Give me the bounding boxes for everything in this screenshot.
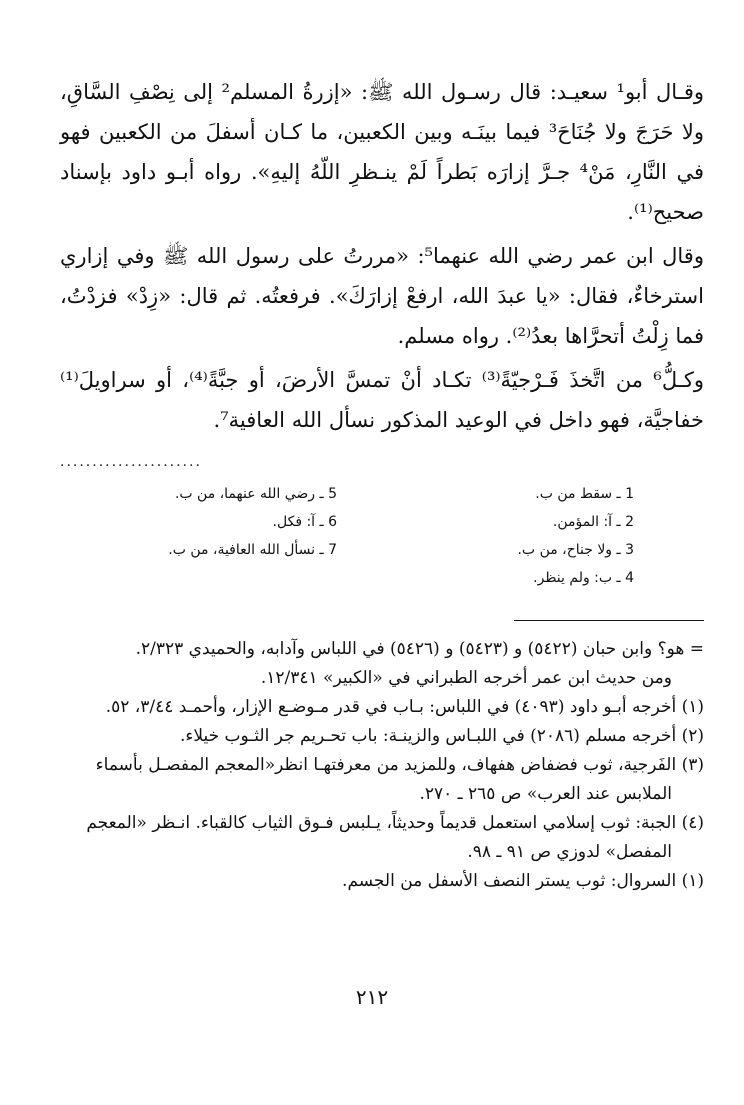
variant-note: 6 ـ آ: فكل. — [272, 514, 337, 530]
page-body — [60, 72, 704, 896]
variant-note: 1 ـ سقط من ب. — [535, 486, 634, 502]
footnote-1: (١) أخرجه أبـو داود (٤٠٩٣) في اللباس: بـاب في قدر مـوضـع الإزار، وأحمـد ٣/٤٤، ٥٢. — [105, 697, 704, 717]
footnote-text: ومن حديث ابن عمر أخرجه الطبراني في «الكبير» ١٢/٣٤١. — [260, 668, 672, 688]
footnote-continuation: = هو؟ وابن حبان (٥٤٢٢) و (٥٤٢٣) و (٥٤٢٦) في اللباس وآدابه، والحميدي ٢/٣٢٣. — [135, 639, 704, 659]
variant-note: 7 ـ نسأل الله العافية، من ب. — [168, 542, 337, 558]
variant-note: 2 ـ آ: المؤمن. — [552, 514, 634, 530]
variant-note: 4 ـ ب: ولم ينظر. — [533, 570, 634, 586]
page-number: ٢١٢ — [355, 985, 389, 1009]
footnotes — [60, 635, 704, 896]
main-paragraph-3: وكـلُّ⁶ من اتَّخذَ فَـرْجيّةً⁽³⁾ تكـاد أنْ تمسَّ الأرضَ، أو جبَّةً⁽⁴⁾، أو سراويلَ⁽¹⁾ خفاجيَّة، فهو داخل في الوعيد المذكور نسأل الله العافية⁷. — [60, 368, 705, 432]
variant-notes — [60, 480, 704, 592]
footnote-2: (٢) أخرجه مسلم (٢٠٨٦) في اللبـاس والزينـة: باب تحـريم جر الثـوب خيلاء. — [179, 726, 704, 746]
main-paragraph-2: وقال ابن عمر رضي الله عنهما⁵: «مررتُ على رسول الله ﷺ وفي إزاري استرخاءٌ، فقال: «يا عبدَ الله، ارفعْ إزارَكَ». فرفعتُه. ثم قال: «زِدْ» فزدْتُ، فما زِلْتُ أتحرَّاها بعدُ⁽²⁾. رواه مسلم. — [60, 244, 704, 348]
footnote-divider — [514, 620, 704, 621]
footnote-5: (١) السروال: ثوب يستر النصف الأسفل من الجسم. — [342, 871, 704, 891]
variant-notes-left-column — [60, 480, 357, 592]
main-paragraph-1: وقـال أبو¹ سعيـد: قال رسـول الله ﷺ: «إزرةُ المسلم² إلى نِصْفِ السَّاقِ، ولا حَرَجَ ولا جُنَاحَ³ فيما بينَـه وبين الكعبين، ما كـان أسفلَ من الكعبين فهو في النَّارِ، مَنْ⁴ جـرَّ إزارَه بَطراً لَمْ ينـظرِ اللّهُ إليهِ». رواه أبـو داود بإسناد صحيح⁽¹⁾. — [60, 80, 704, 224]
dotted-separator: ...................... — [60, 454, 202, 470]
footnote-3: (٣) الفَرجية، ثوب فضفاض هفهاف، وللمزيد من معرفتهـا انظر«المعجم المفصـل بأسماء الملابس عند العرب» ص ٢٦٥ ـ ٢٧٠. — [95, 755, 704, 804]
variant-notes-right-column — [357, 480, 704, 592]
footnote-4: (٤) الجبة: ثوب إسلامي استعمل قديماً وحديثاً، يـلبس فـوق الثياب كالقباء. انـظر «المعجم المفصل» لدوزي ص ٩١ ـ ٩٨. — [86, 813, 704, 862]
variant-note: 5 ـ رضي الله عنهما، من ب. — [174, 486, 337, 502]
variant-note: 3 ـ ولا جناح، من ب. — [517, 542, 634, 558]
